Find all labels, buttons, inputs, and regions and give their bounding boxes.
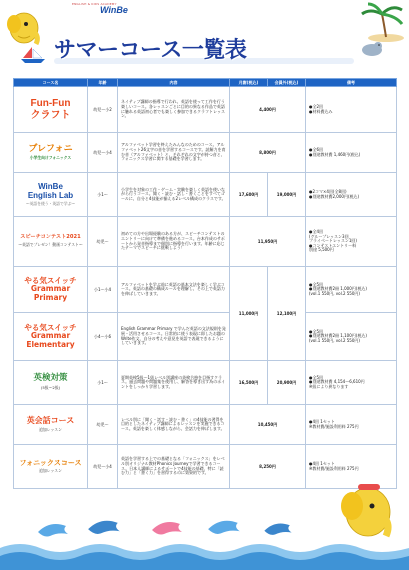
course-name-cell (14, 133, 88, 173)
dolphin-icon (86, 514, 122, 538)
dolphin-icon (206, 514, 242, 538)
table-header-row (14, 79, 397, 87)
course-age: 幼児〜 (88, 405, 118, 445)
course-age: 小1〜 (88, 173, 118, 217)
course-notes: ●全5回 ●別途教材費2冊 1,100円(税込) (vol.1 550円, vol.2 550円) (306, 313, 397, 361)
course-description: 初めての方や出場経験のある方が、スピーチコンテストのエントリーに向けて準備を進めるコース。台本作成のサポートから発音指導まで個別に指導を行います。年齢に応じたテーマでスピーチに挑戦しよう！ (118, 217, 230, 267)
table-row (14, 217, 397, 267)
course-notes: ●全5回 ●別途教材費2冊 1,000円(税込) (vol.1 550円, vol.2 550円) (306, 267, 397, 313)
course-price-nonmember: 12,100円 (268, 267, 306, 361)
palm-tree-icon (352, 2, 406, 42)
course-price: 8,800円 (230, 133, 306, 173)
course-notes: ●4回 1セット ※教材費/施設利用料 275円 (306, 405, 397, 445)
course-notes: ●全4回 (グループレッスン3回 プライベートレッスン1回) ●コンテストエントリー料 別途 5,500円 (306, 217, 397, 267)
course-name: ブレフォニ (28, 143, 73, 154)
brand-logo: WinBe (100, 5, 128, 15)
course-age: 小1〜小4 (88, 267, 118, 313)
header-course-name: コース名 (14, 79, 88, 87)
table-row (14, 405, 397, 445)
course-table (13, 78, 397, 489)
course-description: 小学生を対象の工作・ゲーム・実験を楽しく英語を使いながら行うコース。聞く・読む・話し・書くことをすべてゴールに、自分と4技能が揃える2レベル構成のクラスです。 (118, 173, 230, 217)
course-name-cell (14, 405, 88, 445)
course-price: 10,450円 (230, 405, 306, 445)
course-name-cell (14, 313, 88, 361)
course-subtitle: 〜英語を使う・英語で学ぶ〜 (25, 201, 76, 207)
course-name-cell (14, 445, 88, 489)
course-price: 11,950円 (230, 217, 306, 267)
course-age: 小4〜小6 (88, 313, 118, 361)
course-notes: ●4回 1セット ※教材費/施設利用料 275円 (306, 445, 397, 489)
elephant-mascot-icon (338, 478, 396, 542)
course-description: ネイティブ講師の指導で行われ、英語を使って工作を行う楽しいコース。各レッスンごとに目的の異なる作品で英語に触れる英語初心者でも楽しく参加できるクラフトレッスン。 (118, 87, 230, 133)
course-price: 11,000円 (230, 267, 268, 361)
course-description: アルファベット学習を終えたみんなのためのコース。アルファベット26文字の音を学習するコースです。読解力を育む音（アルファベット）と、それぞれの文字が持つ音と、フォニックス学習に関する基礎を学習します。 (118, 133, 230, 173)
header-nonmember-price: 会員外(税込) (268, 79, 306, 87)
dolphin-icon (262, 518, 294, 538)
table-row (14, 133, 397, 173)
table-row (14, 87, 397, 133)
elephant-mascot-icon (6, 6, 44, 48)
course-age: 幼児〜小2 (88, 87, 118, 133)
course-price-nonmember: 20,900円 (268, 361, 306, 405)
course-subtitle: 追加レッスン (39, 426, 62, 432)
course-notes: ●全5回 ●別途教材費 4,154〜6,610円 ※級により異なります (306, 361, 397, 405)
seal-icon (360, 38, 384, 58)
header-age: 年齢 (88, 79, 118, 87)
course-name-cell (14, 173, 88, 217)
waves-icon (0, 540, 409, 570)
course-price-nonmember: 19,000円 (268, 173, 306, 217)
page-header (0, 0, 409, 74)
course-notes: ●2コマ×4回(全8回) ●別途教材費2,000円(税込) (306, 173, 397, 217)
course-subtitle: 小学生向けフォニックス (29, 155, 72, 161)
course-age: 小1〜 (88, 361, 118, 405)
course-description: 英語を学習する上での基礎となる「フォニックス」をレベル別オリジナル教材Phonics Journeyで学習できるコース。日本人講師によるサポートで4技能の基礎、特に「読む力」と「書く力」を習得するのに効果的です。 (118, 445, 230, 489)
course-age: 幼児〜小4 (88, 445, 118, 489)
table-row (14, 267, 397, 313)
course-name-cell (14, 217, 88, 267)
course-description: アルファベットを学ぶ前に英語の基本文法を楽しく学ぶコース。英語の基礎の構成ルールを理解し、その上で英語力を伸ばしていきます。 (118, 267, 230, 313)
course-age: 幼児〜小4 (88, 133, 118, 173)
course-description: English Grammar Primary で学んだ英語の文法規則を発展・活用させるコース。日常的に使う表現に即したお題のWrite作文、自分の考えや意見を英語で表現できるようにしていきます。 (118, 313, 230, 361)
course-price: 8,250円 (230, 445, 306, 489)
course-name: Fun-Fun クラフト (30, 98, 71, 121)
dolphin-icon (36, 518, 70, 540)
boat-icon (20, 46, 46, 64)
course-price: 17,600円 (230, 173, 268, 217)
course-name: WinBe English Lab (27, 181, 74, 200)
course-name: スピーチコンテスト2021 (20, 234, 81, 241)
course-name-cell (14, 361, 88, 405)
course-subtitle: (5級〜2級) (40, 384, 61, 390)
header-content: 内容 (118, 79, 230, 87)
course-name-cell (14, 87, 88, 133)
course-subtitle: 〜英語でプレゼン！動画コンテスト〜 (18, 241, 83, 247)
table-row (14, 173, 397, 217)
course-notes: ●全2回 ●材料費込み (306, 87, 397, 133)
course-price: 16,500円 (230, 361, 268, 405)
table-row (14, 361, 397, 405)
course-name-cell (14, 267, 88, 313)
course-name: やる気スイッチ Grammar Elementary (24, 322, 77, 349)
course-description: 夏期英検5級〜1級レベル別講座の英検合格を目指すクラス。過去問題や問題集を使用し、解答を導き出す為のポイントをしっかり学習します。 (118, 361, 230, 405)
brand-tagline: ENGLISH & KIDS ACADEMY (72, 2, 117, 6)
course-price: 4,400円 (230, 87, 306, 133)
dolphin-icon (150, 516, 184, 538)
course-name: やる気スイッチ Grammar Primary (24, 275, 77, 302)
course-name: 英会話コース (26, 416, 75, 426)
page-title: サマーコース一覧表 (54, 38, 247, 63)
header-notes: 備考 (306, 79, 397, 87)
course-description: レベル別に「聞く・話す・読む・書く」の4技能の習得を目的としたネイティブ講師によるレッスンを実施できるコース。英語を楽しく体感しながら、会話力を伸ばします。 (118, 405, 230, 445)
table-row (14, 313, 397, 361)
course-notes: ●全6回 ●別途教材費 1,460円(税込) (306, 133, 397, 173)
course-name: 英検対策 (33, 373, 68, 384)
course-age: 幼児〜 (88, 217, 118, 267)
header-member-price: 月謝(税込) (230, 79, 268, 87)
course-name: フォニックスコース (19, 458, 82, 467)
course-subtitle: 追加レッスン (39, 468, 62, 474)
